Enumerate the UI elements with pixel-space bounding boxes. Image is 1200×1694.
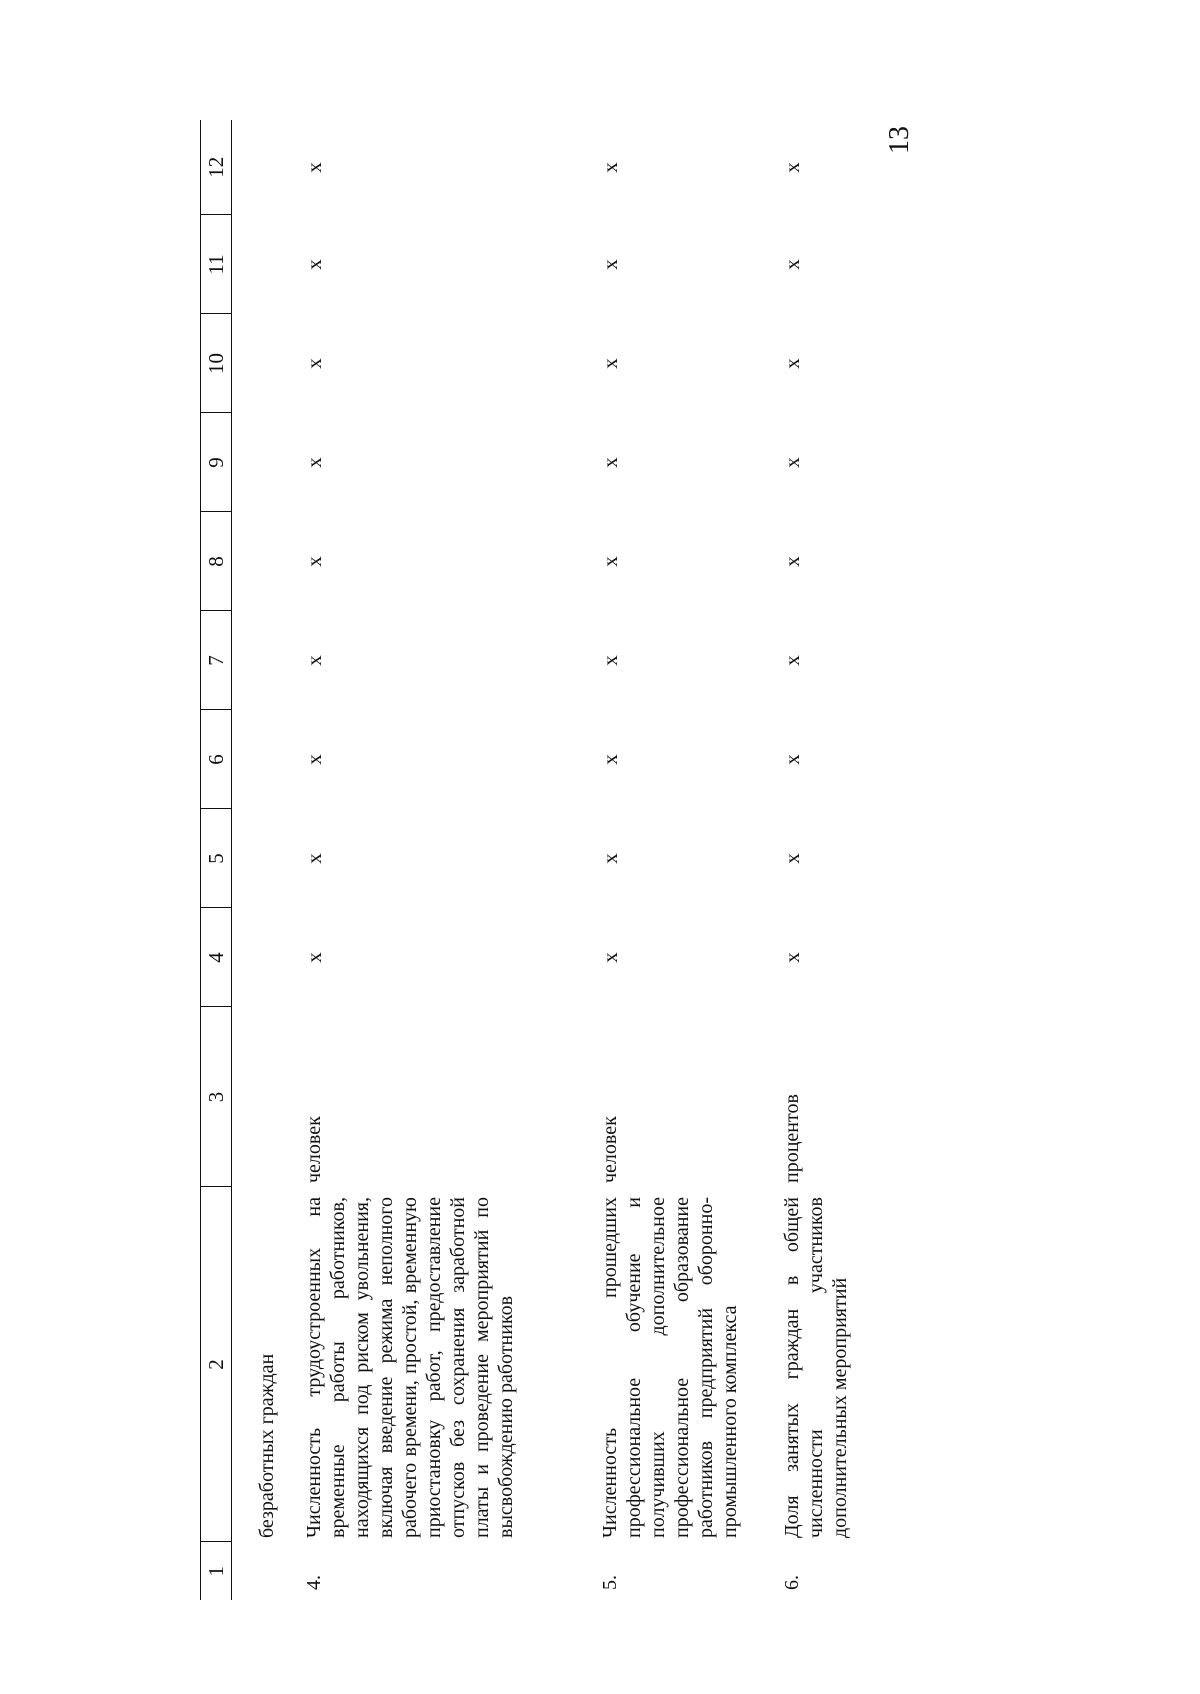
column-header: 2	[201, 1187, 232, 1542]
value-cell: x	[598, 457, 622, 468]
column-header: 7	[201, 611, 232, 710]
column-header: 5	[201, 809, 232, 908]
section-continuation-text: безработных граждан	[256, 1353, 278, 1538]
value-cell: x	[780, 754, 804, 765]
value-cell: x	[780, 853, 804, 864]
value-cell: x	[302, 853, 326, 864]
row-number: 4.	[303, 1575, 325, 1590]
value-cell: x	[598, 853, 622, 864]
table-row	[592, 120, 774, 1600]
value-cell: x	[598, 952, 622, 963]
value-cell: x	[598, 358, 622, 369]
rotated-table-container	[200, 120, 1000, 1600]
value-cell: x	[302, 655, 326, 666]
value-cell: x	[780, 655, 804, 666]
unit-of-measure: человек	[599, 1116, 621, 1183]
value-cell: x	[598, 259, 622, 270]
table-row	[774, 120, 900, 1600]
section-continuation-row	[232, 120, 297, 1600]
table-row	[296, 120, 592, 1600]
unit-of-measure: человек	[303, 1116, 325, 1183]
value-cell: x	[598, 754, 622, 765]
value-cell: x	[302, 754, 326, 765]
value-cell: x	[780, 162, 804, 173]
column-header: 10	[201, 314, 232, 413]
column-header: 8	[201, 512, 232, 611]
value-cell: x	[598, 655, 622, 666]
indicator-name: Доля занятых граждан в общей численности участников дополнительных мероприятий	[781, 1197, 851, 1538]
value-cell: x	[780, 952, 804, 963]
page-number: 13	[884, 126, 915, 154]
indicator-name: Численность прошедших профессиональное обучение и получивших дополнительное профессиональное образование работников предприятий оборонно-промышленного комплекса	[599, 1197, 741, 1538]
value-cell: x	[302, 259, 326, 270]
row-number: 5.	[599, 1575, 621, 1590]
value-cell: x	[780, 457, 804, 468]
column-header: 9	[201, 413, 232, 512]
value-cell: x	[302, 457, 326, 468]
value-cell: x	[302, 952, 326, 963]
header-row	[201, 120, 232, 1600]
indicators-table	[200, 120, 900, 1600]
value-cell: x	[302, 358, 326, 369]
indicator-name: Численность трудоустроенных на временные работы работников, находящихся под риском увольнения, включая введение режима неполного рабочего времени, простой, временную приостановку работ, предоставление отпусков без сохранения заработной платы и проведение мероприятий по высвобождению работников	[303, 1197, 517, 1538]
column-header: 1	[201, 1542, 232, 1600]
row-number: 6.	[781, 1575, 803, 1590]
column-header: 12	[201, 120, 232, 215]
value-cell: x	[780, 556, 804, 567]
value-cell: x	[302, 556, 326, 567]
column-header: 11	[201, 215, 232, 314]
value-cell: x	[598, 556, 622, 567]
column-header: 4	[201, 908, 232, 1007]
value-cell: x	[598, 162, 622, 173]
column-header: 6	[201, 710, 232, 809]
value-cell: x	[780, 358, 804, 369]
unit-of-measure: процентов	[781, 1094, 803, 1183]
value-cell: x	[302, 162, 326, 173]
value-cell: x	[780, 259, 804, 270]
column-header: 3	[201, 1007, 232, 1187]
